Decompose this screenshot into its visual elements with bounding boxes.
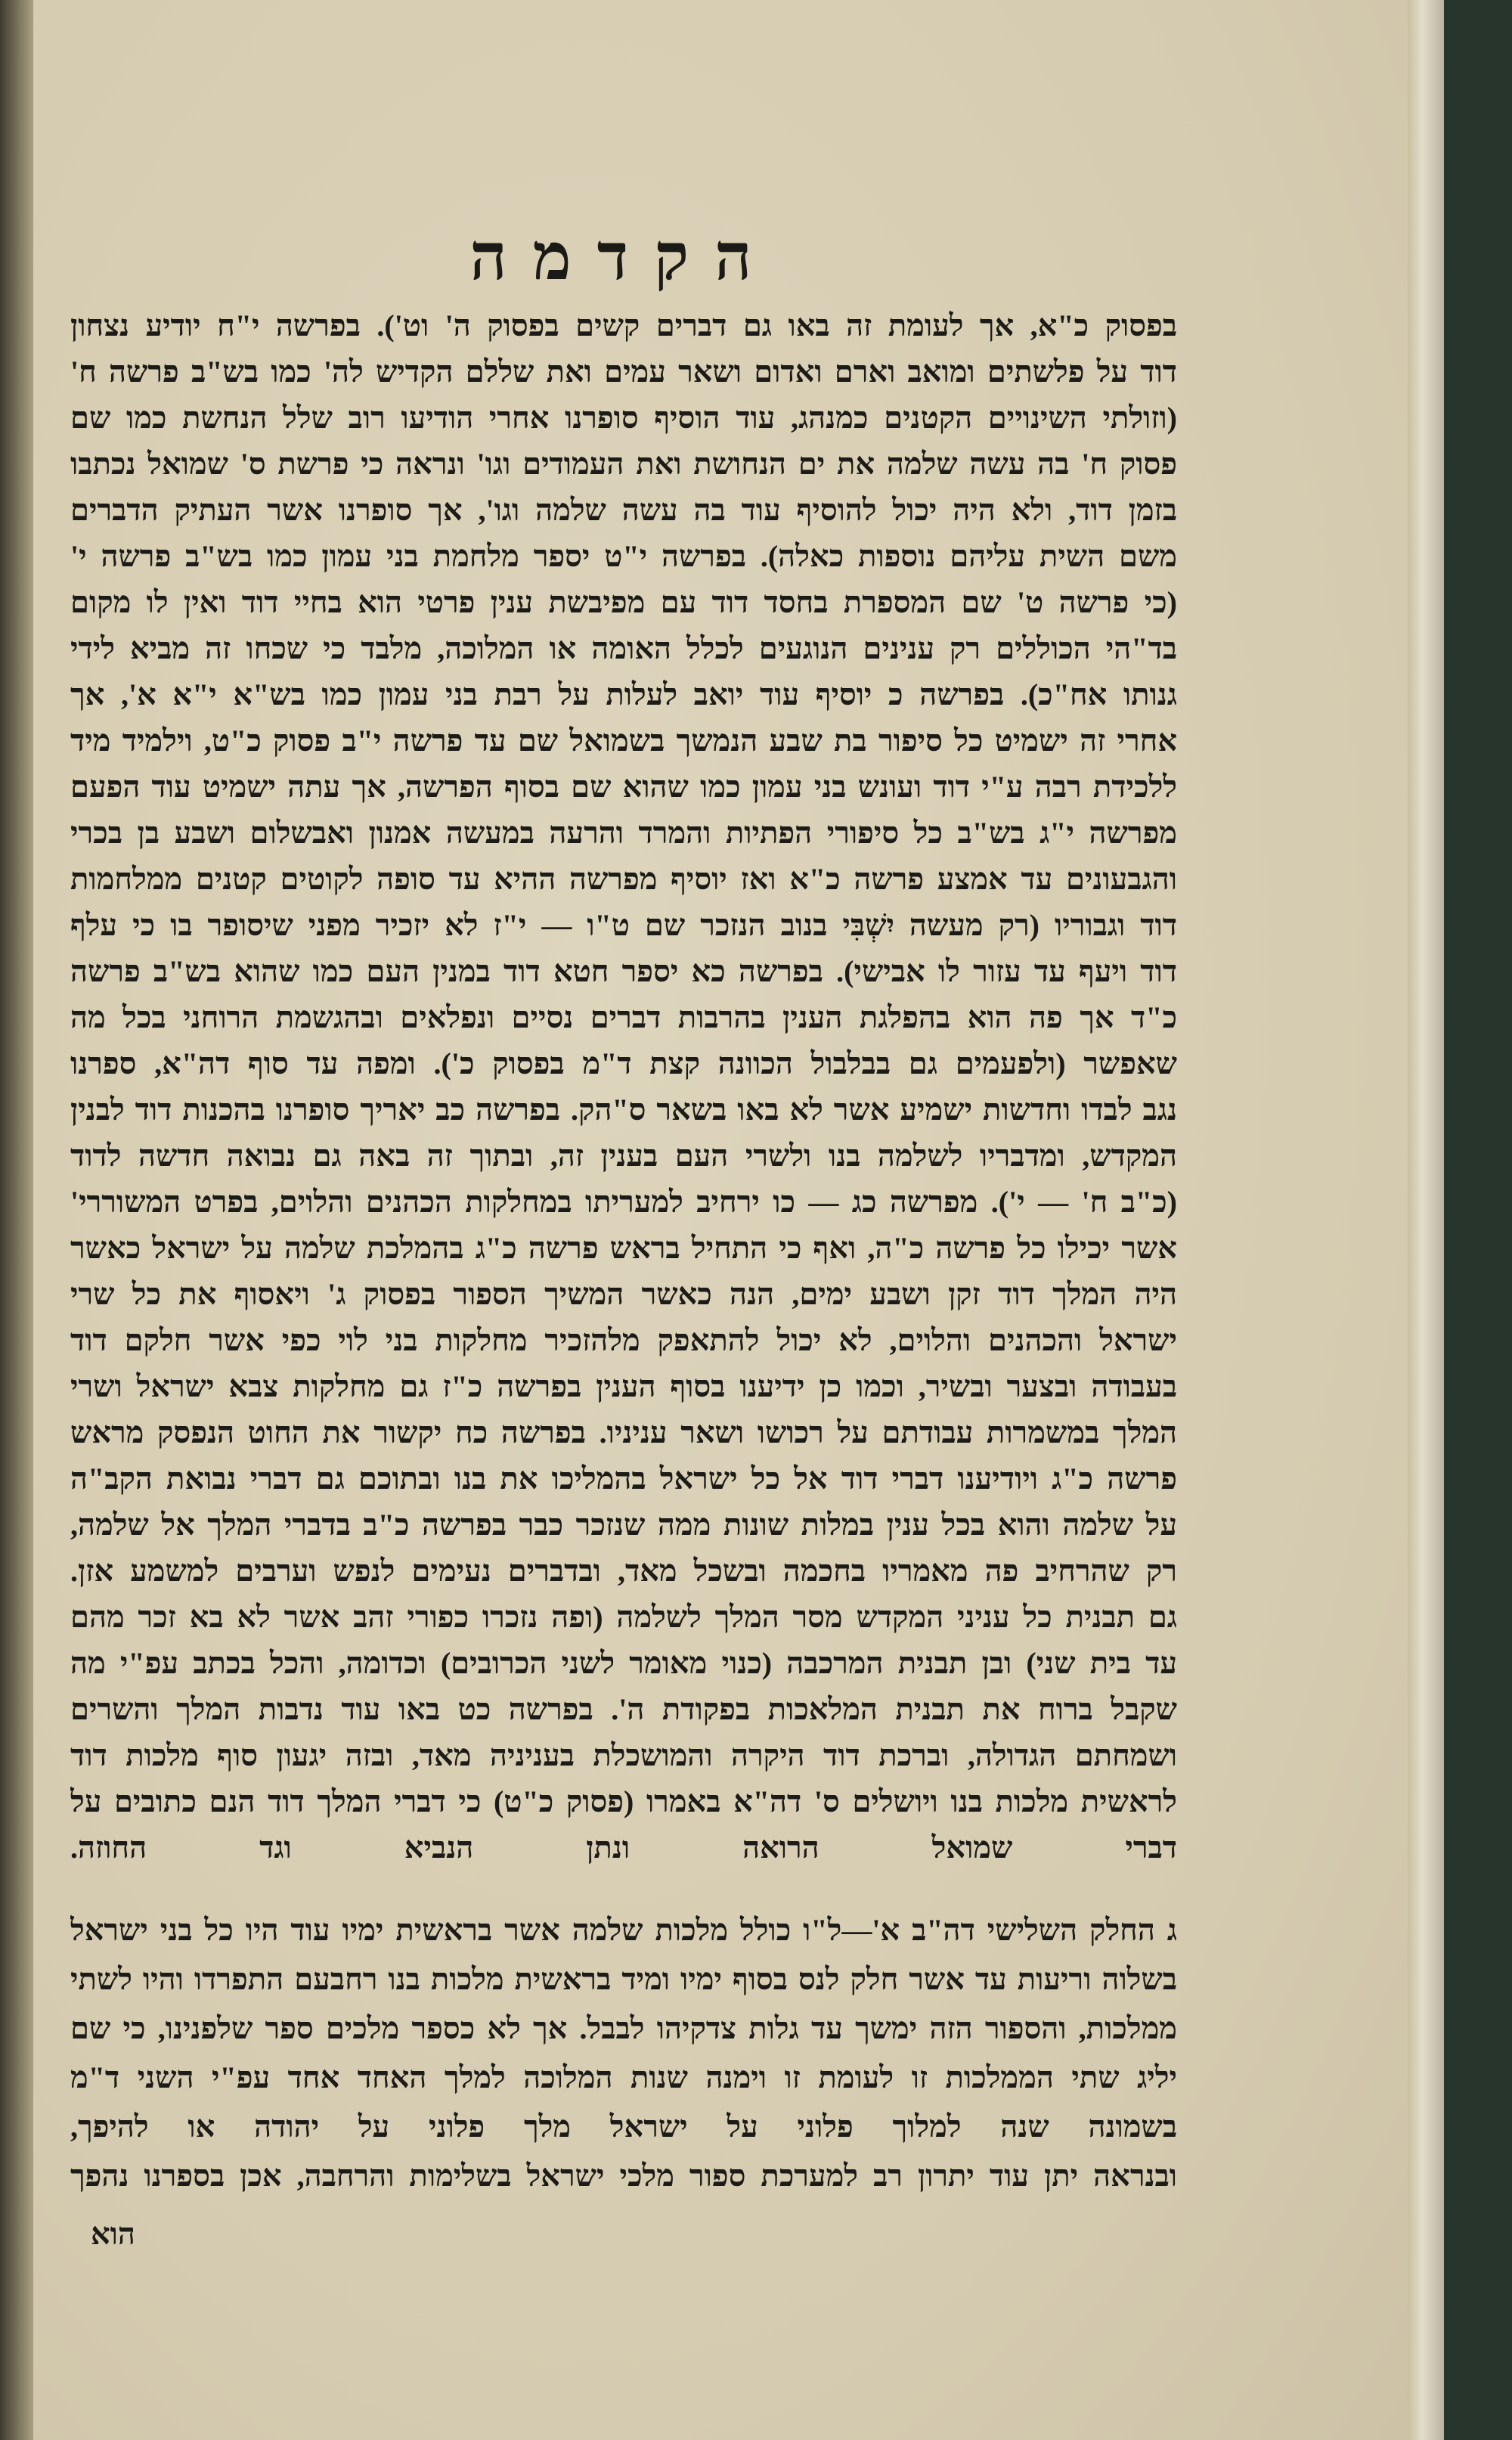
text-line: רק שהרחיב פה מאמריו בחכמה ובשכל מאד, ובדברים נעימים לנפש וערבים למשמע אזן. bbox=[70, 1554, 1177, 1588]
text-line: לראשית מלכות בנו ויושלים ס' דה"א באמרו (פסוק כ"ט) כי דברי המלך דוד הנם כתובים על bbox=[70, 1784, 1177, 1818]
text-line: בשמונה שנה למלוך פלוני על ישראל מלך פלוני על יהודה או להיפך, bbox=[70, 2110, 1177, 2144]
text-line: ללכידת רבה ע"י דוד ועונש בני עמון כמו שהוא שם בסוף הפרשה, אך עתה ישמיט עוד הפעם bbox=[70, 770, 1177, 804]
text-line: ושמחתם הגדולה, וברכת דוד היקרה והמושכלת בעניניה מאד, ובזה יגעון סוף מלכות דוד bbox=[70, 1738, 1177, 1772]
text-line: דוד על פלשתים ומואב וארם ואדום ושאר עמים ואת שללם הקדיש לה' כמו בש"ב פרשה ח' bbox=[70, 355, 1177, 389]
text-line: אחרי זה ישמיט כל סיפור בת שבע הנמשך בשמואל שם עד פרשה י"ב פסוק כ"ט, וילמיד מיד bbox=[70, 724, 1177, 758]
text-line: גם תבנית כל עניני המקדש מסר המלך לשלמה (ופה נזכרו כפורי זהב אשר לא בא זכר מהם bbox=[70, 1600, 1177, 1634]
text-line: פרשה כ"ג ויודיענו דברי דוד אל כל ישראל בהמליכו את בנו ובתוכם גם דברי נבואת הקב"ה bbox=[70, 1462, 1177, 1496]
text-line: (וזולתי השינויים הקטנים כמנהג, עוד הוסיף סופרנו אחרי הודיעו רוב שלל הנחשת כמו שם bbox=[70, 401, 1177, 435]
text-line: בפסוק כ"א, אך לעומת זה באו גם דברים קשים בפסוק ה' וט'). בפרשה י"ח יודיע נצחון bbox=[70, 308, 1177, 343]
text-line: ובנראה יתן עוד יתרון רב למערכת ספור מלכי ישראל בשלימות והרחבה, אכן בספרנו נהפך bbox=[70, 2159, 1177, 2193]
text-line: המקדש, ומדבריו לשלמה בנו ולשרי העם בענין זה, ובתוך זה באה גם נבואה חדשה לדוד bbox=[70, 1139, 1177, 1173]
text-line: בד"הי הכוללים רק ענינים הנוגעים לכלל האומה או המלוכה, מלבד כי שכחו זה מביא לידי bbox=[70, 631, 1177, 665]
text-line: ג החלק השלישי דה"ב א'—ל"ו כולל מלכות שלמה אשר בראשית ימיו עוד היו כל בני ישראל bbox=[70, 1913, 1177, 1947]
text-line: שקבל ברוח את תבנית המלאכות בפקודת ה'. בפרשה כט באו עוד נדבות המלך והשרים bbox=[70, 1692, 1177, 1726]
text-line: מפרשה י"ג בש"ב כל סיפורי הפתיות והמרד והרעה במעשה אמנון ואבשלום ושבע בן בכרי bbox=[70, 816, 1177, 850]
text-line: פסוק ח' בה עשה שלמה את ים הנחושת ואת העמודים וגו' ונראה כי פרשת ס' שמואל נכתבו bbox=[70, 447, 1177, 481]
text-line: המלך במשמרות עבודתם על רכושו ושאר עניניו. בפרשה כח יקשור את החוט הנפסק מראש bbox=[70, 1415, 1177, 1449]
page-title: הקדמה bbox=[469, 221, 778, 293]
text-line: על שלמה והוא בכל ענין במלות שונות ממה שנזכר כבר בפרשה כ"ב בדברי המלך אל שלמה, bbox=[70, 1508, 1177, 1542]
text-line: דוד ויעף עד עזור לו אבישי). בפרשה כא יספר חטא דוד במנין העם כמו שהוא בש"ב פרשה bbox=[70, 954, 1177, 988]
text-line: נגב לבדו וחדשות ישמיע אשר לא באו בשאר ס"הק. בפרשה כב יאריך סופרנו בהכנות דוד לבנין bbox=[70, 1093, 1177, 1127]
text-line: דוד וגבוריו (רק מעשה יִשְׁבִּי בנוב הנזכר שם ט"ו — י"ז לא יזכיר מפני שיסופר בו כי עלף bbox=[70, 908, 1177, 942]
text-line: משם השית עליהם נוספות כאלה). בפרשה י"ט יספר מלחמת בני עמון כמו בש"ב פרשה י' bbox=[70, 539, 1177, 573]
text-line: דברי שמואל הרואה ונתן הנביא וגד החוזה. bbox=[70, 1831, 1177, 1865]
text-line: בזמן דוד, ולא היה יכול להוסיף עוד בה עשה שלמה וגו', אך סופרנו אשר העתיק הדברים bbox=[70, 493, 1177, 527]
paragraph-2 bbox=[70, 1905, 1177, 2200]
text-line: שאפשר (ולפעמים גם בבלבול הכוונה קצת ד"מ בפסוק כ'). ומפה עד סוף דה"א, ספרנו bbox=[70, 1046, 1177, 1080]
text-line: (כ"ב ח' — י'). מפרשה כג — כו ירחיב למעריתו במחלקות הכהנים והלוים, בפרט המשוררי' bbox=[70, 1185, 1177, 1219]
text-line: כ"ד אך פה הוא בהפלגת הענין בהרבות דברים נסיים ונפלאים ובהגשמת הרוחני בכל מה bbox=[70, 1000, 1177, 1034]
text-line: ממלכות, והספור הזה ימשך עד גלות צדקיהו לבבל. אך לא כספר מלכים ספר שלפנינו, כי שם bbox=[70, 2011, 1177, 2045]
page-edges bbox=[1408, 0, 1444, 2440]
catchword: הוא bbox=[91, 2217, 135, 2251]
book-cover-right bbox=[1444, 0, 1512, 2440]
text-line: (כי פרשה ט' שם המספרת בחסד דוד עם מפיבשת ענין פרטי הוא בחיי דוד ואין לו מקום bbox=[70, 585, 1177, 619]
text-line: אשר יכילו כל פרשה כ"ה, ואף כי התחיל בראש פרשה כ"ג בהמלכת שלמה על ישראל כאשר bbox=[70, 1231, 1177, 1265]
book-binding-left bbox=[0, 0, 33, 2440]
text-line: בשלוה וריעות עד אשר חלק לנס בסוף ימיו ומיד בראשית מלכות בנו רחבעם התפרדו והיו לשתי bbox=[70, 1962, 1177, 1996]
text-line: עד בית שני) ובן תבנית המרכבה (כנוי מאומר לשני הכרובים) וכדומה, והכל בכתב עפ"י מה bbox=[70, 1646, 1177, 1680]
text-line: יליג שתי הממלכות זו לעומת זו וימנה שנות המלוכה למלך האחד אחד עפ"י השני ד"מ bbox=[70, 2060, 1177, 2094]
text-line: והגבעונים עד אמצע פרשה כ"א ואז יוסיף מפרשה ההיא עד סופה לקוטים קטנים ממלחמות bbox=[70, 862, 1177, 896]
text-line: ישראל והכהנים והלוים, לא יכול להתאפק מלהזכיר מחלקות בני לוי כפי אשר חלקם דוד bbox=[70, 1323, 1177, 1357]
text-line: בעבודה ובצער ובשיר, וכמו כן ידיענו בסוף הענין בפרשה כ"ז גם מחלקות צבא ישראל ושרי bbox=[70, 1369, 1177, 1403]
text-line: היה המלך דוד זקן ושבע ימים, הנה כאשר המשיך הספור בפסוק ג' ויאסוף את כל שרי bbox=[70, 1277, 1177, 1311]
text-line: גנותו אח"כ). בפרשה כ יוסיף עוד יואב לעלות על רבת בני עמון כמו בש"א י"א א', אך bbox=[70, 677, 1177, 712]
paragraph-1 bbox=[70, 302, 1177, 1871]
